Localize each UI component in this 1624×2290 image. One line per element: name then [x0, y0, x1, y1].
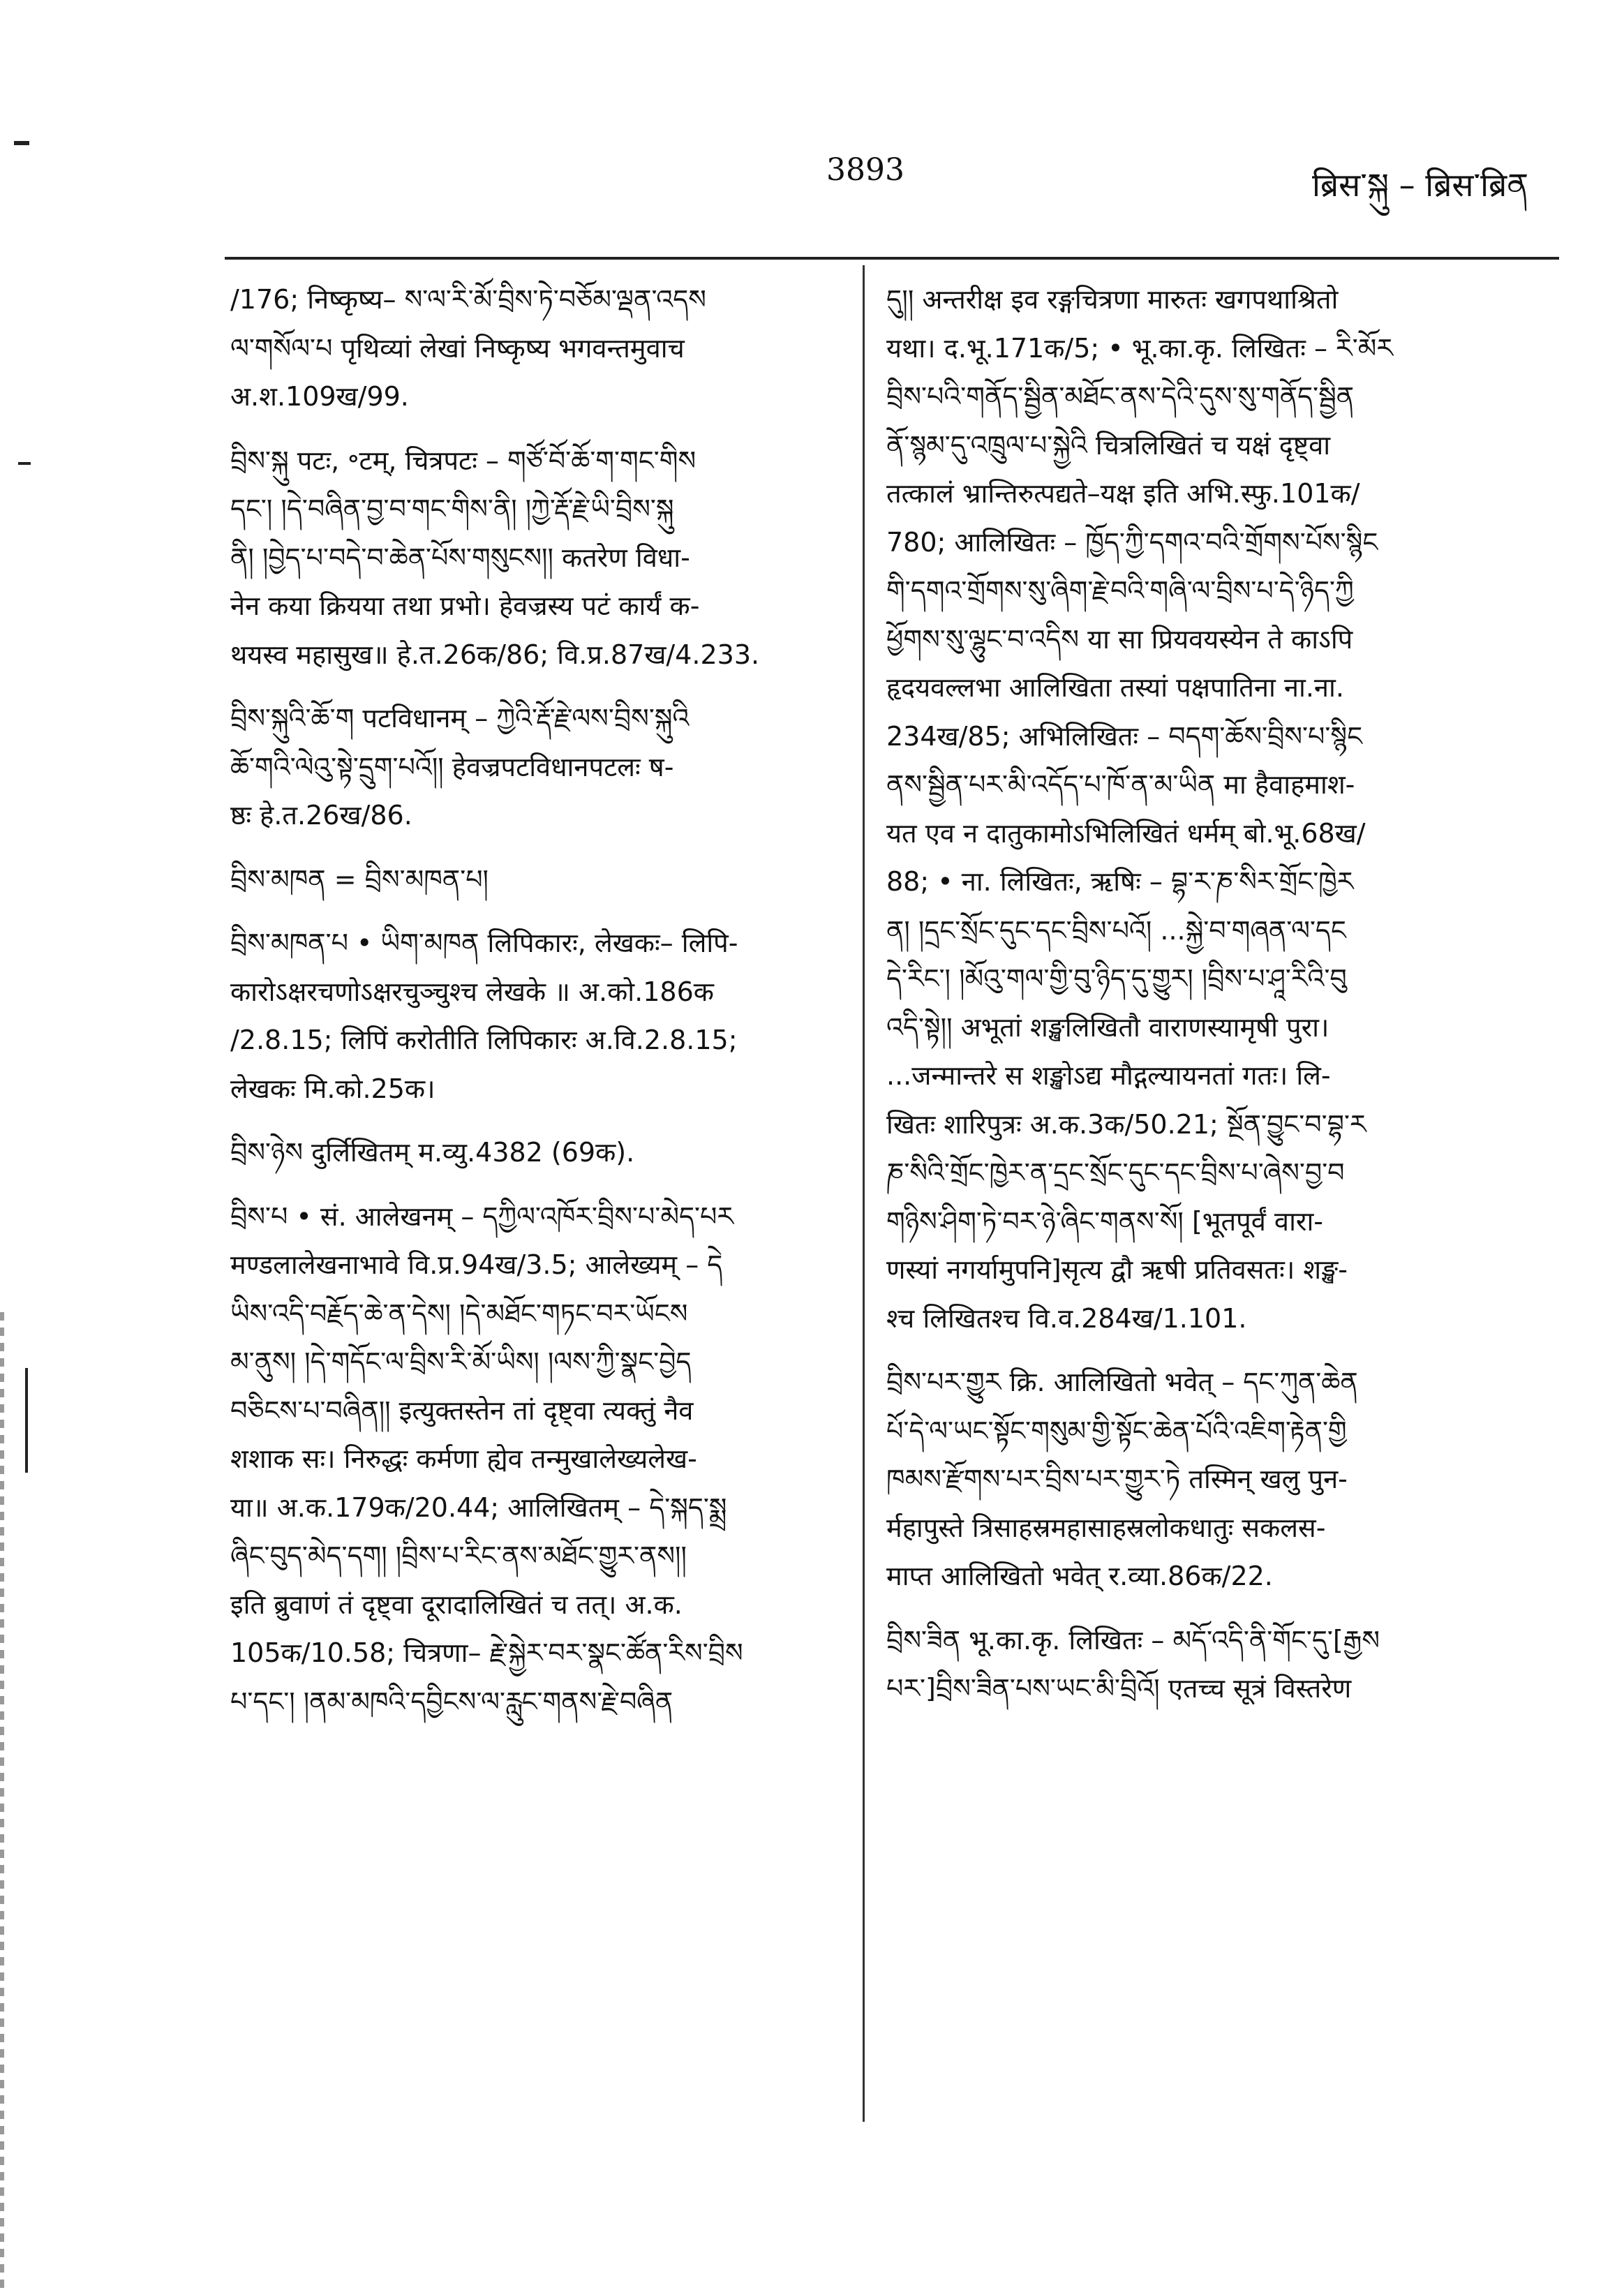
entry-line: ནོ་སྙམ་དུ་འཁྲུལ་པ་སྐྱེའི चित्रलिखितं च यक्षं दृष्ट्वा [886, 429, 1331, 461]
entry-line: པ་དང་། །ནམ་མཁའི་དབྱིངས་ལ་རླུང་གནས་རྗེ་བཞིན [230, 1686, 673, 1717]
entry-line: णस्यां नगर्यामुपनि]सृत्य द्वौ ऋषी प्रतिवसतः। शङ्ख- [886, 1254, 1348, 1285]
entry-line: ནས་སྦྱིན་པར་མི་འདོད་པ་ཁོ་ན་མ་ཡིན मा हैवाहमाश- [886, 769, 1355, 800]
entry-line: /176; निष्कृष्य– ས་ལ་རི་མོ་བྲིས་ཏེ་བཅོམ་ལྡན་འདས [230, 284, 706, 315]
entry-line: /2.8.15; लिपिं करोतीति लिपिकारः अ.वि.2.8.15; [230, 1025, 738, 1055]
entry-line: नेन कया क्रियया तथा प्रभो। हेवज्रस्य पटं कार्यं क- [230, 590, 700, 621]
dictionary-entry [230, 694, 841, 840]
entry-line: ཆོ་གའི་ལེའུ་སྟེ་དྲུག་པའོ།། हेवज्रपटविधानपटलः ष- [230, 751, 674, 782]
entry-line: མ་ནུས། །དེ་གདོང་ལ་བྲིས་རི་མོ་ཡིས། །ལས་ཀྱི་སྣང་བྱེད [230, 1346, 692, 1377]
entry-line: དུ།། अन्तरीक्ष इव रङ्गचित्रणा मारुतः खगपथाश्रितो [886, 284, 1339, 315]
entry-line: བཅིངས་པ་བཞིན།། इत्युक्तस्तेन तां दृष्ट्वा त्यक्तुं नैव [230, 1395, 694, 1426]
dictionary-entry [886, 1358, 1500, 1601]
entry-line: ཞིང་བུད་མེད་དག། །བྲིས་པ་རིང་ནས་མཐོང་གྱུར་ནས།། [230, 1540, 687, 1571]
dictionary-entry [230, 437, 841, 680]
entry-line: अ.श.109ख/99. [230, 381, 409, 412]
entry-line: कारोऽक्षरचणोऽक्षरचुञ्चुश्च लेखके ॥ अ.को.186क [230, 976, 714, 1007]
left-column [230, 276, 841, 1741]
right-column [886, 276, 1500, 1729]
entry-line: लेखकः मि.को.25क। [230, 1073, 435, 1104]
entry-line: यथा। द.भू.171क/5; • भू.का.कृ. लिखितः – རི་མོར [886, 332, 1394, 364]
entry-line: मण्डलालेखनाभावे वि.प्र.94ख/3.5; आलेख्यम् – དེ [230, 1249, 723, 1280]
dictionary-entry [230, 1129, 841, 1177]
entry-line: གཉིས་ཤིག་ཏེ་བར་ཉེ་ཞིང་གནས་སོ། [भूतपूर्वं वारा- [886, 1205, 1324, 1237]
entry-line: 780; आलिखितः – ཁྱོད་ཀྱི་དགའ་བའི་གྲོགས་པོས་སྙིང [886, 526, 1378, 558]
entry-line: ཕྱོགས་སུ་ལྷུང་བ་འདིས या सा प्रियवयस्येन ते काऽपि [886, 623, 1353, 655]
margin-mark-lower [25, 1368, 28, 1473]
entry-line: བྲིས་སྐུའི་ཆོ་ག पटविधानम् – ཀྱེའི་རྡོ་རྗེ་ལས་བྲིས་སྐུའི [230, 703, 690, 734]
entry-line: དང་། །དེ་བཞིན་བྱ་བ་གང་གིས་ནི། །ཀྱེ་རྡོ་རྗེ་ཡི་བྲིས་སྐུ [230, 493, 674, 524]
entry-line: शशाक सः। निरुद्धः कर्मणा ह्येव तन्मुखालेख्यलेख- [230, 1443, 697, 1474]
entry-line: ཡིས་འདི་བརྗོད་ཆེ་ན་དེས། །དེ་མཐོང་གཏང་བར་ཡོངས [230, 1298, 688, 1329]
page-number: 3893 [826, 152, 904, 188]
entry-line: ཁམས་རྫོགས་པར་བྲིས་པར་གྱུར་ཏེ तस्मिन् खलु पुन- [886, 1464, 1348, 1494]
entry-line: པར་]བྲིས་ཟིན་པས་ཡང་མི་བྲིའོ། एतच्च सूत्रं विस्तरेण [886, 1673, 1352, 1704]
dictionary-entry [230, 856, 841, 905]
entry-line: ष्ठः हे.त.26ख/86. [230, 800, 412, 831]
entry-line: यत एव न दातुकामोऽभिलिखितं धर्मम् बो.भू.68ख/ [886, 817, 1366, 849]
entry-line: གི་དགའ་གྲོགས་སུ་ཞིག་རྗེ་བའི་གཞི་ལ་བྲིས་པ་དེ་ཉིད་ཀྱི [886, 575, 1354, 606]
entry-line: ...जन्मान्तरे स शङ्खोऽद्य मौद्गल्यायनतां गतः। लि- [886, 1060, 1331, 1091]
entry-line: या॥ अ.क.179क/20.44; आलिखितम् – དེ་སྐད་སྨྲ [230, 1492, 727, 1523]
entry-line: བྲིས་སྐུ पटः, ॰टम्, चित्रपटः – གཙོ་བོ་ཆོ་ག་གང་གིས [230, 445, 696, 476]
entry-line: 88; • ना. लिखितः, ऋषिः – བྷ་ར་ཎ་སིར་གྲོང་ཁྱེར [886, 866, 1354, 897]
dictionary-entry [230, 276, 841, 422]
column-divider [863, 265, 865, 2122]
entry-line: ནི། །བྱེད་པ་བདེ་བ་ཆེན་པོས་གསུངས།། कतरेण विधा- [230, 542, 690, 573]
entry-line: खितः शारिपुत्रः अ.क.3क/50.21; སྔོན་བྱུང་བ་བྷ་ར [886, 1108, 1366, 1140]
running-head: ब्रिस་སྐུ – ब्रिस་ब्रिན [1311, 166, 1528, 204]
entry-line: པོ་དེ་ལ་ཡང་སྟོང་གསུམ་གྱི་སྟོང་ཆེན་པོའི་འཇིག་རྟེན་གྱི [886, 1415, 1347, 1446]
dictionary-entry [886, 1616, 1500, 1713]
entry-line: འདི་སྟེ།། अभूतां शङ्खलिखितौ वाराणस्यामृषी पुरा। [886, 1011, 1329, 1043]
entry-line: བྲིས་པ • सं. आलेखनम् – དཀྱིལ་འཁོར་བྲིས་པ་མེད་པར [230, 1200, 734, 1232]
dictionary-entry [230, 919, 841, 1113]
margin-mark-middle [18, 462, 31, 465]
entry-line: र्महापुस्ते त्रिसाहस्रमहासाहस्रलोकधातुः सकलस- [886, 1512, 1326, 1543]
entry-line: བྲིས་མཁན = བྲིས་མཁན་པ། [230, 863, 489, 895]
entry-line: ཎ་སིའི་གྲོང་ཁྱེར་ན་དྲང་སྲོང་དུང་དང་བྲིས་པ་ཞེས་བྱ་བ [886, 1157, 1345, 1188]
entry-line: 234ख/85; अभिलिखितः – བདག་ཆོས་བྲིས་པ་སྙིང [886, 720, 1363, 752]
entry-line: ན། །དྲང་སྲོང་དུང་དང་བྲིས་པའོ། ...སྐྱེ་བ་གཞན་ལ་དང [886, 914, 1346, 946]
entry-line: བྲིས་ཟིན भू.का.कृ. लिखितः – མདོ་འདི་ནི་གོང་དུ་[རྒྱས [886, 1624, 1380, 1656]
entry-line: དེ་རིང་། །མོའུ་གལ་གྱི་བུ་ཉིད་དུ་གྱུར། །བྲིས་པ་ཤཱ་རིའི་བུ [886, 963, 1347, 994]
dictionary-entry [230, 1193, 841, 1727]
entry-line: 105क/10.58; चित्रणा– རྗེ་སྐྱེར་བར་སྣང་ཚོན་རིས་བྲིས [230, 1637, 743, 1668]
entry-line: श्च लिखितश्च वि.व.284ख/1.101. [886, 1302, 1247, 1334]
binding-edge [0, 1312, 4, 2289]
entry-line: इति ब्रुवाणं तं दृष्ट्वा दूरादालिखितं च तत्। अ.क. [230, 1589, 683, 1620]
entry-line: तत्कालं भ्रान्तिरुत्पद्यते–यक्ष इति अभि.स्फु.101क/ [886, 478, 1360, 509]
header-rule [225, 257, 1559, 260]
entry-line: थयस्व महासुख॥ हे.त.26क/86; वि.प्र.87ख/4.233. [230, 639, 760, 670]
dictionary-entry [886, 276, 1500, 1343]
entry-line: བྲིས་པའི་གནོད་སྦྱིན་མཐོང་ནས་དེའི་དུས་སུ་གནོད་སྦྱིན [886, 381, 1355, 412]
entry-line: བྲིས་པར་གྱུར क्रि. आलिखितो भवेत् – དང་ཀུན་ཆེན [886, 1367, 1358, 1397]
entry-line: माप्त आलिखितो भवेत् र.व्या.86क/22. [886, 1561, 1273, 1591]
entry-line: हृदयवल्लभा आलिखिता तस्यां पक्षपातिना ना.ना. [886, 672, 1344, 703]
entry-line: ལ་གསོལ་པ पृथिव्यां लेखां निष्कृष्य भगवन्तमुवाच [230, 332, 685, 364]
entry-line: བྲིས་མཁན་པ • ཡིག་མཁན लिपिकारः, लेखकः– लिपि- [230, 928, 738, 958]
margin-mark-top [14, 141, 29, 145]
entry-line: བྲིས་ཉེས दुर्लिखितम् म.व्यु.4382 (69क). [230, 1137, 635, 1168]
